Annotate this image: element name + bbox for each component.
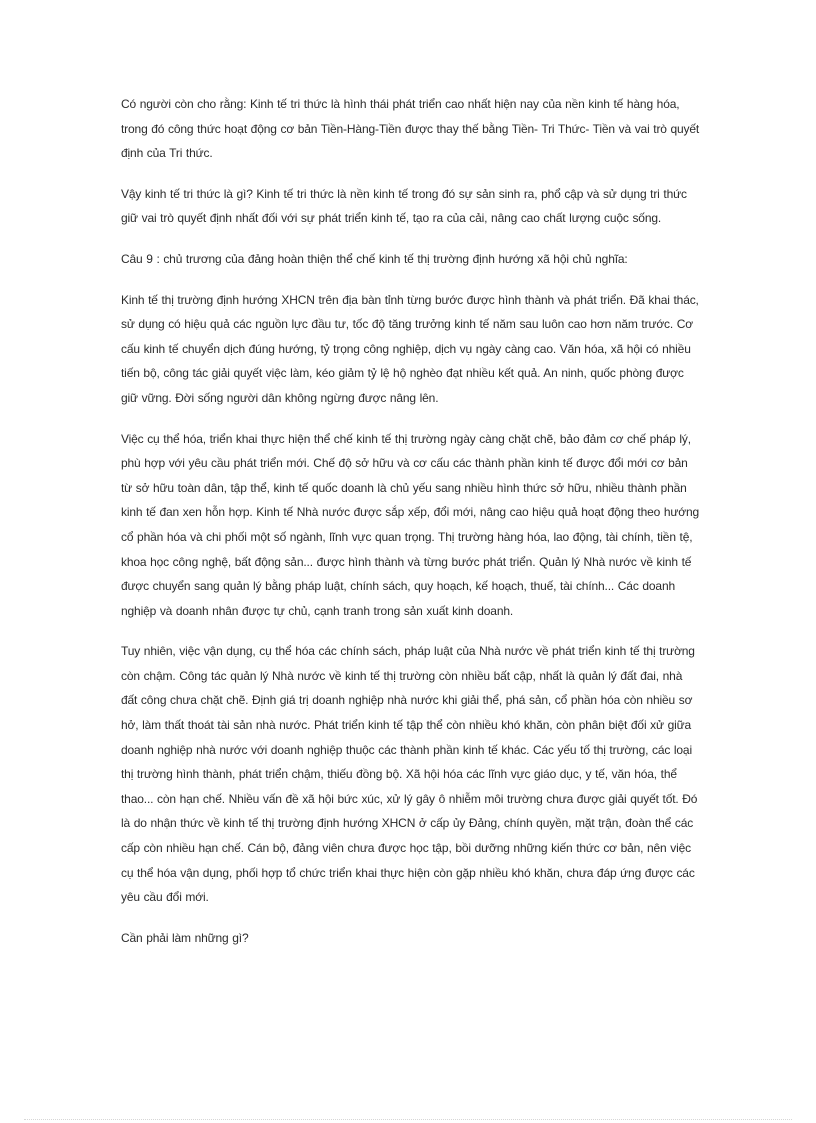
paragraph-institution-implementation: Việc cụ thể hóa, triển khai thực hiện thể chế kinh tế thị trường ngày càng chặt chẽ, bảo đảm cơ chế pháp lý, phù hợp với yêu cầu phát triển mới. Chế độ sở hữu và cơ cấu các thành phần kinh tế được đổi mới cơ bản từ sở hữu toàn dân, tập thể, kinh tế quốc doanh là chủ yếu sang nhiều hình thức sở hữu, nhiều thành phần kinh tế đan xen hỗn hợp. Kinh tế Nhà nước được sắp xếp, đổi mới, nâng cao hiệu quả hoạt động theo hướng cổ phần hóa và chi phối một số ngành, lĩnh vực quan trọng. Thị trường hàng hóa, lao động, tài chính, tiền tệ, khoa học công nghệ, bất động sản... được hình thành và từng bước phát triển. Quản lý Nhà nước về kinh tế được chuyển sang quản lý bằng pháp luật, chính sách, quy hoạch, kế hoạch, thuế, tài chính... Các doanh nghiệp và doanh nhân được tự chủ, cạnh tranh trong sản xuất kinh doanh. [121,431,700,618]
paragraph-limitations: Tuy nhiên, việc vận dụng, cụ thể hóa các chính sách, pháp luật của Nhà nước về phát triển kinh tế thị trường còn chậm. Công tác quản lý Nhà nước về kinh tế thị trường còn nhiều bất cập, nhất là quản lý đất đai, nhà đất công chưa chặt chẽ. Định giá trị doanh nghiệp nhà nước khi giải thể, phá sản, cổ phần hóa còn nhiều sơ hở, làm thất thoát tài sản nhà nước. Phát triển kinh tế tập thể còn nhiều khó khăn, còn phân biệt đối xử giữa doanh nghiệp nhà nước với doanh nghiệp thuộc các thành phần kinh tế khác. Các yếu tố thị trường, các loại thị trường hình thành, phát triển chậm, thiếu đồng bộ. Xã hội hóa các lĩnh vực giáo dục, y tế, văn hóa, thể thao... còn hạn chế. Nhiều vấn đề xã hội bức xúc, xử lý gây ô nhiễm môi trường chưa được giải quyết tốt. Đó là do nhận thức về kinh tế thị trường định hướng XHCN ở cấp ủy Đảng, chính quyền, mặt trận, đoàn thể các cấp còn nhiều hạn chế. Cán bộ, đảng viên chưa được học tập, bồi dưỡng những kiến thức cơ bản, nên việc cụ thể hóa vận dụng, phối hợp tổ chức triển khai thực hiện còn gặp nhiều khó khăn, chưa đáp ứng được các yêu cầu đổi mới. [121,644,698,905]
question-9-heading: Câu 9 : chủ trương của đảng hoàn thiện thể chế kinh tế thị trường định hướng xã hội chủ nghĩa: [121,251,628,266]
paragraph-knowledge-economy-definition: Vậy kinh tế tri thức là gì? Kinh tế tri thức là nền kinh tế trong đó sự sản sinh ra, phổ cập và sử dụng tri thức giữ vai trò quyết định nhất đối với sự phát triển kinh tế, tạo ra của cải, nâng cao chất lượng cuộc sống. [121,186,687,226]
paragraph-market-economy-development: Kinh tế thị trường định hướng XHCN trên địa bàn tỉnh từng bước được hình thành và phát triển. Đã khai thác, sử dụng có hiệu quả các nguồn lực đầu tư, tốc độ tăng trưởng kinh tế năm sau luôn cao hơn năm trước. Cơ cấu kinh tế chuyển dịch đúng hướng, tỷ trọng công nghiệp, dịch vụ ngày càng cao. Văn hóa, xã hội có nhiều tiến bộ, công tác giải quyết việc làm, kéo giảm tỷ lệ hộ nghèo đạt nhiều kết quả. An ninh, quốc phòng được giữ vững. Đời sống người dân không ngừng được nâng lên. [121,292,699,405]
paragraph-knowledge-economy-view: Có người còn cho rằng: Kinh tế tri thức là hình thái phát triển cao nhất hiện nay của nền kinh tế hàng hóa, trong đó công thức hoạt động cơ bản Tiền-Hàng-Tiền được thay thế bằng Tiền- Tri Thức- Tiền và vai trò quyết định của Tri thức. [121,97,700,161]
document-body [121,92,701,966]
closing-question: Cần phải làm những gì? [121,930,249,945]
page-bottom-divider [24,1119,792,1120]
